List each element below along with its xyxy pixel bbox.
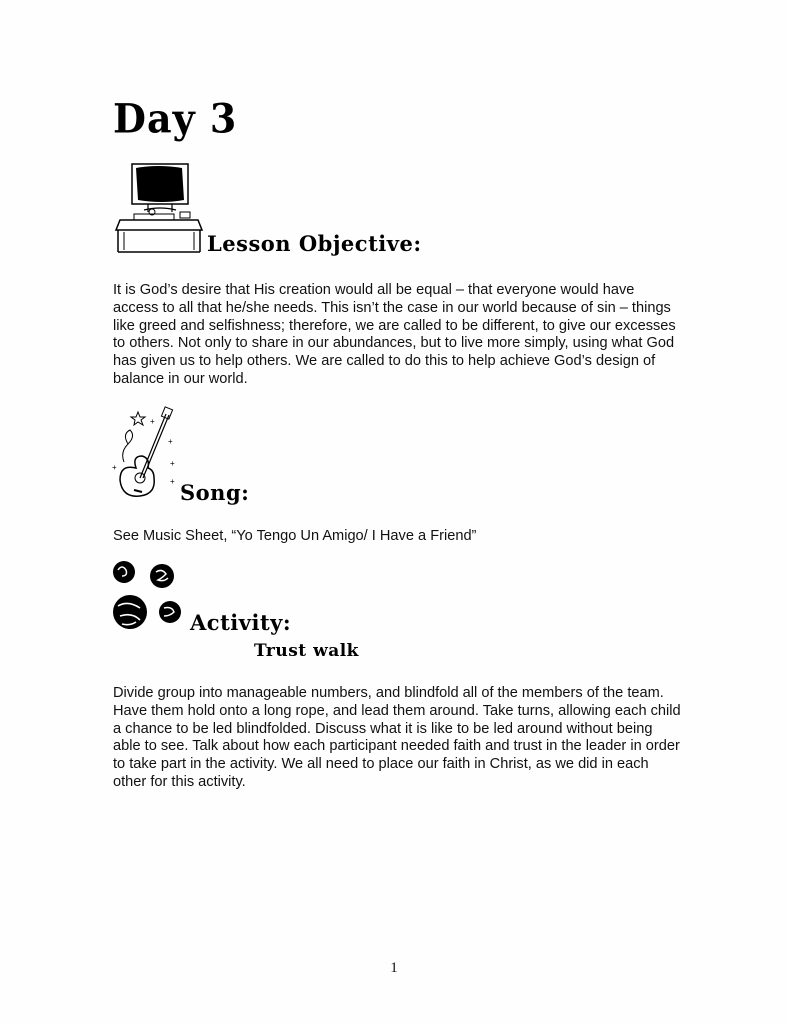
svg-text:+: + <box>170 459 175 468</box>
page-number: 1 <box>390 960 398 976</box>
lesson-objective-heading: Lesson Objective: <box>207 231 422 256</box>
activity-heading: Activity: <box>190 610 292 635</box>
svg-text:+: + <box>168 437 173 446</box>
svg-text:+: + <box>150 417 155 426</box>
activity-text: Divide group into manageable numbers, and blindfold all of the members of the team. Have them hold onto a long rope, and lead them around. Take turns, allowing each child a chance to be led blindfolded. Discuss what it is like to be led around without being able to see. Talk about how each participant needed faith and trust in the leader in order to take part in the activity. We all need to place our faith in Christ, as we did in each other for this activity. <box>113 685 681 790</box>
page-title: Day 3 <box>113 94 238 143</box>
computer-desk-icon <box>112 160 204 256</box>
svg-text:+: + <box>112 463 117 472</box>
song-heading: Song: <box>180 480 250 505</box>
song-text: See Music Sheet, “Yo Tengo Un Amigo/ I Have a Friend” <box>113 528 477 544</box>
activity-subheading: Trust walk <box>254 641 359 661</box>
lesson-objective-text: It is God’s desire that His creation would all be equal – that everyone would have access to all that he/she needs. This isn’t the case in our world because of sin – things like greed and selfishness; therefore, we are called to be different, to give our excesses to others. Not only to share in our abundances, but to live more simply, using what God has given us to help others. We are called to do this to help achieve God’s design of balance in our world. <box>113 282 676 387</box>
svg-text:+: + <box>170 477 175 486</box>
sports-balls-icon <box>112 560 188 638</box>
guitar-icon <box>110 404 178 500</box>
